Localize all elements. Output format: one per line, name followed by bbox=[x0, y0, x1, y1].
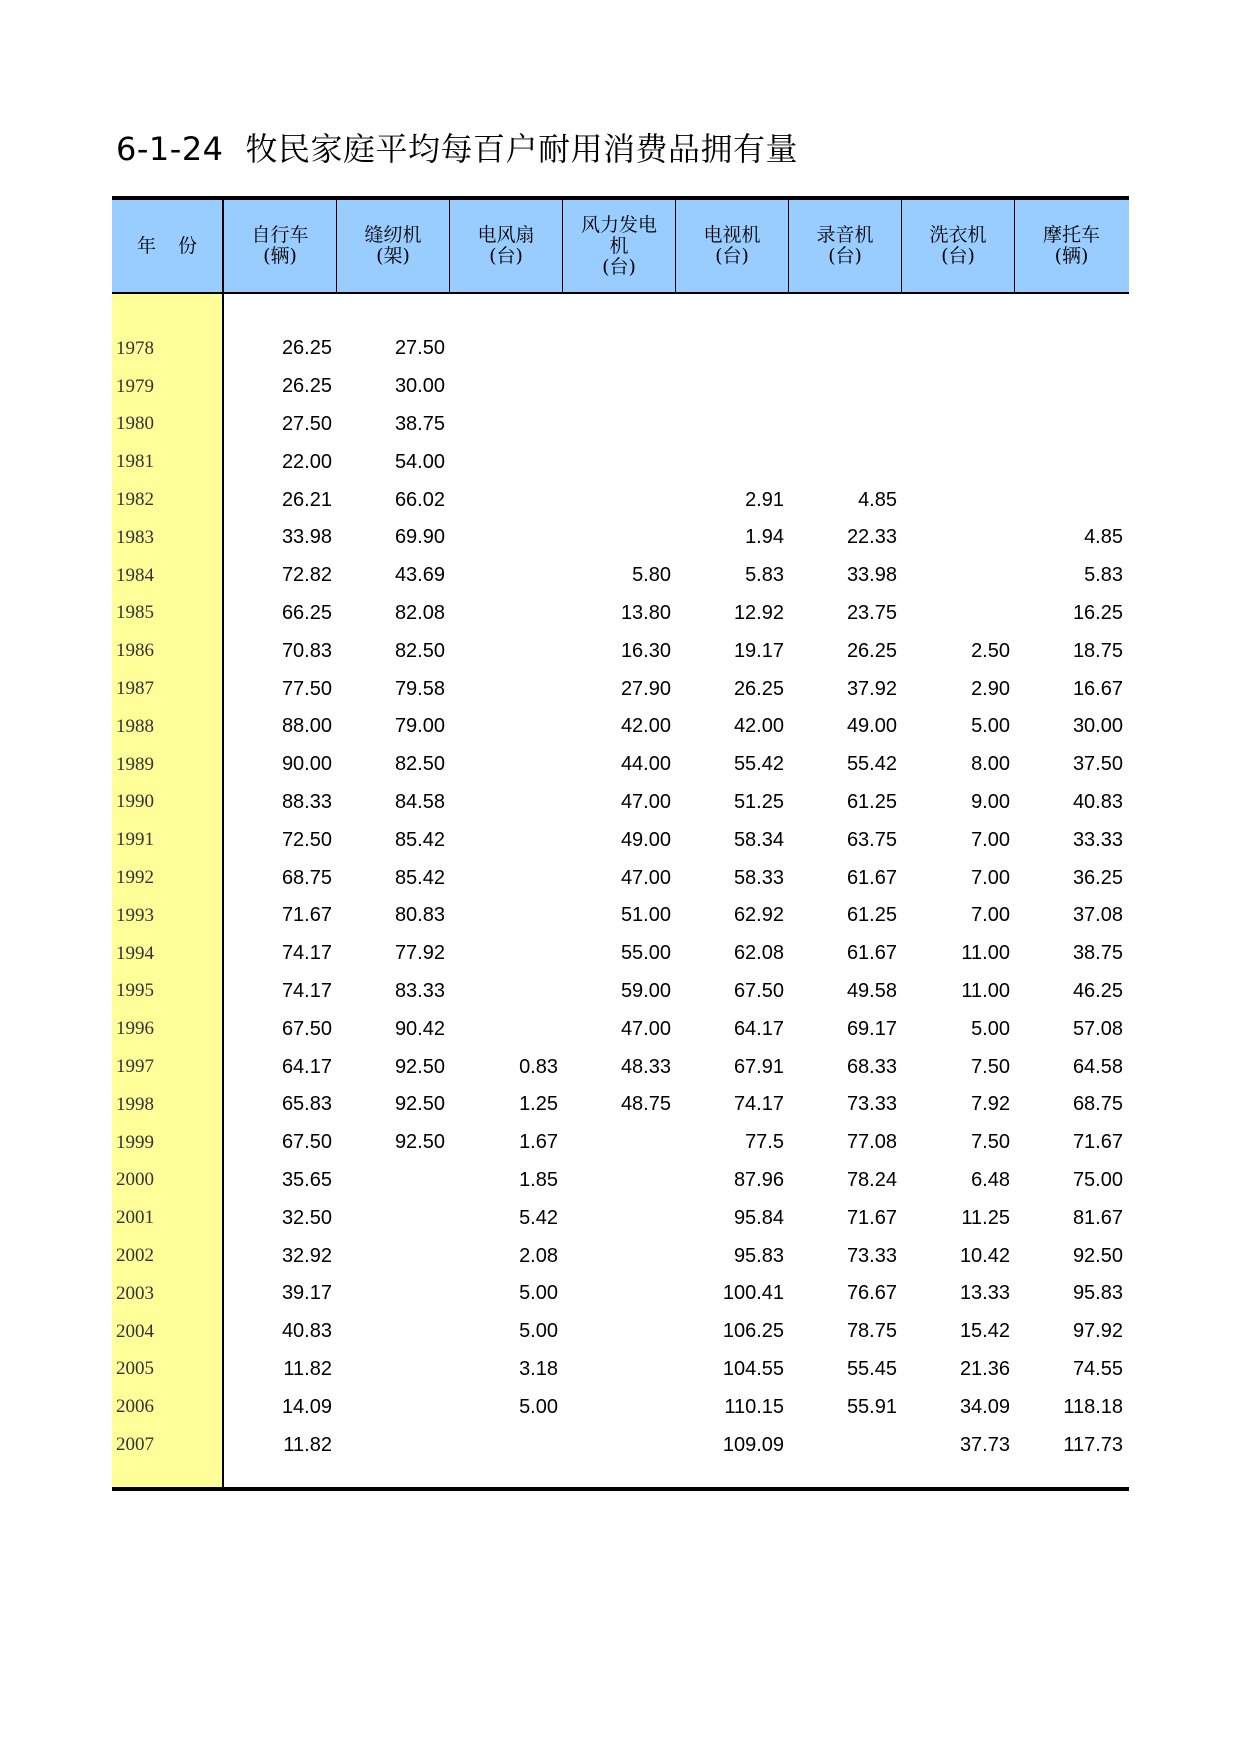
year-cell: 1980 bbox=[116, 413, 154, 435]
value-cell: 95.83 bbox=[733, 1244, 784, 1267]
value-cell: 88.33 bbox=[281, 790, 332, 813]
value-cell: 46.25 bbox=[1072, 979, 1123, 1002]
value-cell: 4.85 bbox=[1084, 526, 1123, 549]
value-cell: 11.82 bbox=[283, 1357, 332, 1380]
value-cell: 51.25 bbox=[733, 790, 784, 813]
value-cell: 104.55 bbox=[722, 1357, 784, 1380]
value-cell: 74.17 bbox=[281, 979, 332, 1002]
header-unit: (台) bbox=[941, 245, 975, 267]
value-cell: 34.09 bbox=[959, 1395, 1010, 1418]
value-cell: 14.09 bbox=[281, 1395, 332, 1418]
value-cell: 37.08 bbox=[1072, 904, 1123, 927]
table-row bbox=[112, 973, 1129, 1011]
value-cell: 5.00 bbox=[971, 715, 1010, 738]
header-name: 录音机 bbox=[816, 224, 874, 246]
value-cell: 78.75 bbox=[846, 1320, 897, 1343]
table-row bbox=[112, 746, 1129, 784]
value-cell: 49.00 bbox=[846, 715, 897, 738]
header-col-6 bbox=[789, 200, 902, 292]
value-cell: 0.83 bbox=[519, 1055, 558, 1078]
table-row bbox=[112, 557, 1129, 595]
value-cell: 2.91 bbox=[745, 488, 784, 511]
year-cell: 2006 bbox=[116, 1396, 154, 1418]
value-cell: 18.75 bbox=[1072, 639, 1123, 662]
year-cell: 1991 bbox=[116, 829, 154, 851]
value-cell: 22.33 bbox=[846, 526, 897, 549]
value-cell: 7.50 bbox=[971, 1055, 1010, 1078]
value-cell: 61.67 bbox=[846, 942, 897, 965]
value-cell: 5.00 bbox=[519, 1395, 558, 1418]
value-cell: 85.42 bbox=[394, 866, 445, 889]
value-cell: 55.00 bbox=[620, 942, 671, 965]
value-cell: 79.00 bbox=[394, 715, 445, 738]
table-row bbox=[112, 897, 1129, 935]
table-title: 牧民家庭平均每百户耐用消费品拥有量 bbox=[245, 130, 799, 168]
value-cell: 48.75 bbox=[620, 1093, 671, 1116]
table-row bbox=[112, 1275, 1129, 1313]
value-cell: 63.75 bbox=[846, 828, 897, 851]
value-cell: 80.83 bbox=[394, 904, 445, 927]
value-cell: 40.83 bbox=[1072, 790, 1123, 813]
year-cell: 1982 bbox=[116, 489, 154, 511]
header-unit: (辆) bbox=[1054, 245, 1089, 267]
table-bottom-rule bbox=[112, 1487, 1129, 1491]
value-cell: 16.67 bbox=[1072, 677, 1123, 700]
value-cell: 49.58 bbox=[846, 979, 897, 1002]
table-row bbox=[112, 595, 1129, 633]
value-cell: 32.92 bbox=[281, 1244, 332, 1267]
value-cell: 66.02 bbox=[394, 488, 445, 511]
year-cell: 1993 bbox=[116, 904, 154, 926]
header-col-2 bbox=[337, 200, 450, 292]
value-cell: 92.50 bbox=[394, 1055, 445, 1078]
value-cell: 55.91 bbox=[846, 1395, 897, 1418]
value-cell: 37.92 bbox=[846, 677, 897, 700]
table-row bbox=[112, 1313, 1129, 1351]
header-name: 洗衣机 bbox=[929, 224, 987, 246]
value-cell: 74.17 bbox=[281, 942, 332, 965]
value-cell: 5.83 bbox=[745, 564, 784, 587]
year-cell: 1984 bbox=[116, 564, 154, 586]
value-cell: 30.00 bbox=[1072, 715, 1123, 738]
year-cell: 1989 bbox=[116, 753, 154, 775]
value-cell: 26.25 bbox=[846, 639, 897, 662]
value-cell: 97.92 bbox=[1072, 1320, 1123, 1343]
value-cell: 9.00 bbox=[971, 790, 1010, 813]
value-cell: 21.36 bbox=[959, 1357, 1010, 1380]
value-cell: 4.85 bbox=[858, 488, 897, 511]
value-cell: 83.33 bbox=[394, 979, 445, 1002]
table-row bbox=[112, 670, 1129, 708]
value-cell: 13.80 bbox=[620, 601, 671, 624]
value-cell: 30.00 bbox=[394, 375, 445, 398]
table-row bbox=[112, 821, 1129, 859]
value-cell: 37.73 bbox=[959, 1433, 1010, 1456]
table-row bbox=[112, 519, 1129, 557]
year-cell: 1987 bbox=[116, 678, 154, 700]
header-unit: (台) bbox=[828, 245, 862, 267]
value-cell: 72.50 bbox=[281, 828, 332, 851]
value-cell: 71.67 bbox=[281, 904, 332, 927]
table-row bbox=[112, 1388, 1129, 1426]
table-body bbox=[112, 330, 1129, 1464]
value-cell: 43.69 bbox=[394, 564, 445, 587]
header-unit: (台) bbox=[715, 245, 749, 267]
value-cell: 26.25 bbox=[733, 677, 784, 700]
header-col-1 bbox=[224, 200, 337, 292]
value-cell: 10.42 bbox=[959, 1244, 1010, 1267]
page-title bbox=[116, 124, 798, 170]
header-col-4 bbox=[563, 200, 676, 292]
header-unit: (架) bbox=[376, 245, 410, 267]
year-cell: 2005 bbox=[116, 1358, 154, 1380]
value-cell: 79.58 bbox=[394, 677, 445, 700]
value-cell: 106.25 bbox=[722, 1320, 784, 1343]
value-cell: 42.00 bbox=[733, 715, 784, 738]
value-cell: 47.00 bbox=[620, 790, 671, 813]
value-cell: 1.67 bbox=[519, 1131, 558, 1154]
value-cell: 11.00 bbox=[961, 979, 1010, 1002]
value-cell: 92.50 bbox=[394, 1131, 445, 1154]
year-cell: 2001 bbox=[116, 1207, 154, 1229]
value-cell: 118.18 bbox=[1063, 1395, 1123, 1418]
value-cell: 78.24 bbox=[846, 1168, 897, 1191]
value-cell: 73.33 bbox=[846, 1244, 897, 1267]
value-cell: 81.67 bbox=[1072, 1206, 1123, 1229]
value-cell: 67.50 bbox=[281, 1131, 332, 1154]
value-cell: 110.15 bbox=[724, 1395, 784, 1418]
value-cell: 40.83 bbox=[281, 1320, 332, 1343]
value-cell: 12.92 bbox=[733, 601, 784, 624]
value-cell: 65.83 bbox=[281, 1093, 332, 1116]
value-cell: 16.30 bbox=[620, 639, 671, 662]
value-cell: 42.00 bbox=[620, 715, 671, 738]
value-cell: 85.42 bbox=[394, 828, 445, 851]
value-cell: 62.08 bbox=[733, 942, 784, 965]
value-cell: 95.83 bbox=[1072, 1282, 1123, 1305]
value-cell: 77.92 bbox=[394, 942, 445, 965]
value-cell: 26.25 bbox=[281, 337, 332, 360]
year-cell: 1985 bbox=[116, 602, 154, 624]
header-name: 缝纫机 bbox=[364, 224, 422, 246]
year-cell: 1999 bbox=[116, 1131, 154, 1153]
value-cell: 1.94 bbox=[745, 526, 784, 549]
header-name: 摩托车 bbox=[1042, 224, 1100, 246]
value-cell: 11.25 bbox=[961, 1206, 1010, 1229]
table-row bbox=[112, 708, 1129, 746]
value-cell: 16.25 bbox=[1072, 601, 1123, 624]
value-cell: 19.17 bbox=[733, 639, 784, 662]
value-cell: 48.33 bbox=[620, 1055, 671, 1078]
table-row bbox=[112, 1010, 1129, 1048]
value-cell: 61.25 bbox=[846, 790, 897, 813]
value-cell: 64.17 bbox=[733, 1017, 784, 1040]
value-cell: 5.00 bbox=[519, 1320, 558, 1343]
value-cell: 13.33 bbox=[959, 1282, 1010, 1305]
value-cell: 62.92 bbox=[733, 904, 784, 927]
header-year bbox=[112, 200, 224, 292]
header-unit: (台) bbox=[602, 255, 636, 278]
data-table bbox=[112, 196, 1129, 1492]
year-cell: 2002 bbox=[116, 1245, 154, 1267]
value-cell: 2.50 bbox=[971, 639, 1010, 662]
value-cell: 72.82 bbox=[281, 564, 332, 587]
value-cell: 74.55 bbox=[1072, 1357, 1123, 1380]
year-cell: 1978 bbox=[116, 337, 154, 359]
header-col-5 bbox=[676, 200, 789, 292]
year-cell: 2000 bbox=[116, 1169, 154, 1191]
value-cell: 11.00 bbox=[961, 942, 1010, 965]
value-cell: 22.00 bbox=[281, 450, 332, 473]
year-cell: 1994 bbox=[116, 942, 154, 964]
value-cell: 64.58 bbox=[1072, 1055, 1123, 1078]
year-cell: 1981 bbox=[116, 451, 154, 473]
value-cell: 37.50 bbox=[1072, 753, 1123, 776]
value-cell: 36.25 bbox=[1072, 866, 1123, 889]
year-cell: 1986 bbox=[116, 640, 154, 662]
value-cell: 117.73 bbox=[1063, 1433, 1123, 1456]
value-cell: 7.00 bbox=[971, 866, 1010, 889]
header-col-7 bbox=[902, 200, 1015, 292]
table-row bbox=[112, 330, 1129, 368]
value-cell: 26.21 bbox=[281, 488, 332, 511]
value-cell: 61.25 bbox=[846, 904, 897, 927]
value-cell: 1.25 bbox=[519, 1093, 558, 1116]
value-cell: 33.98 bbox=[846, 564, 897, 587]
table-header bbox=[112, 196, 1129, 294]
table-row bbox=[112, 784, 1129, 822]
header-unit: (台) bbox=[489, 245, 523, 267]
value-cell: 90.42 bbox=[394, 1017, 445, 1040]
header-name: 自行车 bbox=[251, 224, 309, 246]
year-cell: 1983 bbox=[116, 526, 154, 548]
value-cell: 11.82 bbox=[283, 1433, 332, 1456]
value-cell: 27.90 bbox=[620, 677, 671, 700]
value-cell: 68.33 bbox=[846, 1055, 897, 1078]
header-col-3 bbox=[450, 200, 563, 292]
value-cell: 69.17 bbox=[846, 1017, 897, 1040]
value-cell: 92.50 bbox=[394, 1093, 445, 1116]
value-cell: 8.00 bbox=[971, 753, 1010, 776]
table-row bbox=[112, 1426, 1129, 1464]
value-cell: 5.80 bbox=[632, 564, 671, 587]
value-cell: 2.90 bbox=[971, 677, 1010, 700]
year-cell: 1992 bbox=[116, 867, 154, 889]
value-cell: 7.50 bbox=[971, 1131, 1010, 1154]
year-cell: 1988 bbox=[116, 715, 154, 737]
value-cell: 15.42 bbox=[959, 1320, 1010, 1343]
table-row bbox=[112, 1124, 1129, 1162]
value-cell: 47.00 bbox=[620, 1017, 671, 1040]
value-cell: 5.83 bbox=[1084, 564, 1123, 587]
value-cell: 69.90 bbox=[394, 526, 445, 549]
value-cell: 88.00 bbox=[281, 715, 332, 738]
year-cell: 2004 bbox=[116, 1320, 154, 1342]
value-cell: 49.00 bbox=[620, 828, 671, 851]
value-cell: 7.00 bbox=[971, 828, 1010, 851]
table-row bbox=[112, 368, 1129, 406]
year-cell: 1997 bbox=[116, 1056, 154, 1078]
value-cell: 67.50 bbox=[733, 979, 784, 1002]
value-cell: 82.50 bbox=[394, 639, 445, 662]
value-cell: 84.58 bbox=[394, 790, 445, 813]
value-cell: 55.45 bbox=[846, 1357, 897, 1380]
value-cell: 77.08 bbox=[846, 1131, 897, 1154]
value-cell: 76.67 bbox=[846, 1282, 897, 1305]
value-cell: 87.96 bbox=[733, 1168, 784, 1191]
value-cell: 47.00 bbox=[620, 866, 671, 889]
value-cell: 68.75 bbox=[281, 866, 332, 889]
table-row bbox=[112, 481, 1129, 519]
year-cell: 1979 bbox=[116, 375, 154, 397]
value-cell: 82.50 bbox=[394, 753, 445, 776]
value-cell: 27.50 bbox=[281, 412, 332, 435]
value-cell: 58.33 bbox=[733, 866, 784, 889]
value-cell: 2.08 bbox=[519, 1244, 558, 1267]
value-cell: 67.50 bbox=[281, 1017, 332, 1040]
table-row bbox=[112, 1351, 1129, 1389]
value-cell: 5.42 bbox=[519, 1206, 558, 1229]
value-cell: 44.00 bbox=[620, 753, 671, 776]
value-cell: 58.34 bbox=[733, 828, 784, 851]
table-row bbox=[112, 935, 1129, 973]
value-cell: 5.00 bbox=[519, 1282, 558, 1305]
value-cell: 23.75 bbox=[846, 601, 897, 624]
value-cell: 1.85 bbox=[519, 1168, 558, 1191]
value-cell: 109.09 bbox=[722, 1433, 784, 1456]
value-cell: 55.42 bbox=[846, 753, 897, 776]
value-cell: 73.33 bbox=[846, 1093, 897, 1116]
table-row bbox=[112, 1048, 1129, 1086]
table-row bbox=[112, 406, 1129, 444]
year-cell: 1995 bbox=[116, 980, 154, 1002]
value-cell: 74.17 bbox=[733, 1093, 784, 1116]
header-name: 电风扇 bbox=[477, 224, 535, 246]
value-cell: 77.5 bbox=[745, 1131, 784, 1154]
year-cell: 2003 bbox=[116, 1282, 154, 1304]
value-cell: 61.67 bbox=[846, 866, 897, 889]
value-cell: 3.18 bbox=[519, 1357, 558, 1380]
header-name: 风力发电机 bbox=[580, 213, 657, 257]
value-cell: 32.50 bbox=[281, 1206, 332, 1229]
value-cell: 51.00 bbox=[620, 904, 671, 927]
value-cell: 77.50 bbox=[281, 677, 332, 700]
value-cell: 68.75 bbox=[1072, 1093, 1123, 1116]
year-cell: 2007 bbox=[116, 1434, 154, 1455]
year-cell: 1998 bbox=[116, 1093, 154, 1115]
value-cell: 59.00 bbox=[620, 979, 671, 1002]
table-row bbox=[112, 1199, 1129, 1237]
value-cell: 7.92 bbox=[971, 1093, 1010, 1116]
value-cell: 35.65 bbox=[281, 1168, 332, 1191]
value-cell: 75.00 bbox=[1072, 1168, 1123, 1191]
value-cell: 100.41 bbox=[722, 1282, 784, 1305]
table-row bbox=[112, 632, 1129, 670]
table-row bbox=[112, 1237, 1129, 1275]
year-cell: 1996 bbox=[116, 1018, 154, 1040]
value-cell: 33.98 bbox=[281, 526, 332, 549]
value-cell: 90.00 bbox=[281, 753, 332, 776]
value-cell: 55.42 bbox=[733, 753, 784, 776]
table-row bbox=[112, 1086, 1129, 1124]
table-code: 6-1-24 bbox=[116, 130, 224, 168]
header-col-8 bbox=[1015, 200, 1128, 292]
value-cell: 6.48 bbox=[971, 1168, 1010, 1191]
value-cell: 82.08 bbox=[394, 601, 445, 624]
table-row bbox=[112, 1162, 1129, 1200]
value-cell: 92.50 bbox=[1072, 1244, 1123, 1267]
value-cell: 95.84 bbox=[733, 1206, 784, 1229]
value-cell: 7.00 bbox=[971, 904, 1010, 927]
value-cell: 26.25 bbox=[281, 375, 332, 398]
value-cell: 70.83 bbox=[281, 639, 332, 662]
value-cell: 64.17 bbox=[281, 1055, 332, 1078]
value-cell: 66.25 bbox=[281, 601, 332, 624]
header-unit: (辆) bbox=[263, 245, 297, 267]
header-name: 电视机 bbox=[703, 224, 761, 246]
value-cell: 5.00 bbox=[971, 1017, 1010, 1040]
table-row bbox=[112, 443, 1129, 481]
value-cell: 33.33 bbox=[1072, 828, 1123, 851]
value-cell: 67.91 bbox=[733, 1055, 784, 1078]
table-row bbox=[112, 859, 1129, 897]
value-cell: 38.75 bbox=[1072, 942, 1123, 965]
value-cell: 57.08 bbox=[1072, 1017, 1123, 1040]
value-cell: 71.67 bbox=[1072, 1131, 1123, 1154]
value-cell: 39.17 bbox=[281, 1282, 332, 1305]
value-cell: 54.00 bbox=[394, 450, 445, 473]
value-cell: 38.75 bbox=[394, 412, 445, 435]
year-cell: 1990 bbox=[116, 791, 154, 813]
value-cell: 71.67 bbox=[846, 1206, 897, 1229]
value-cell: 27.50 bbox=[394, 337, 445, 360]
header-year-label: 年份 bbox=[136, 234, 219, 257]
